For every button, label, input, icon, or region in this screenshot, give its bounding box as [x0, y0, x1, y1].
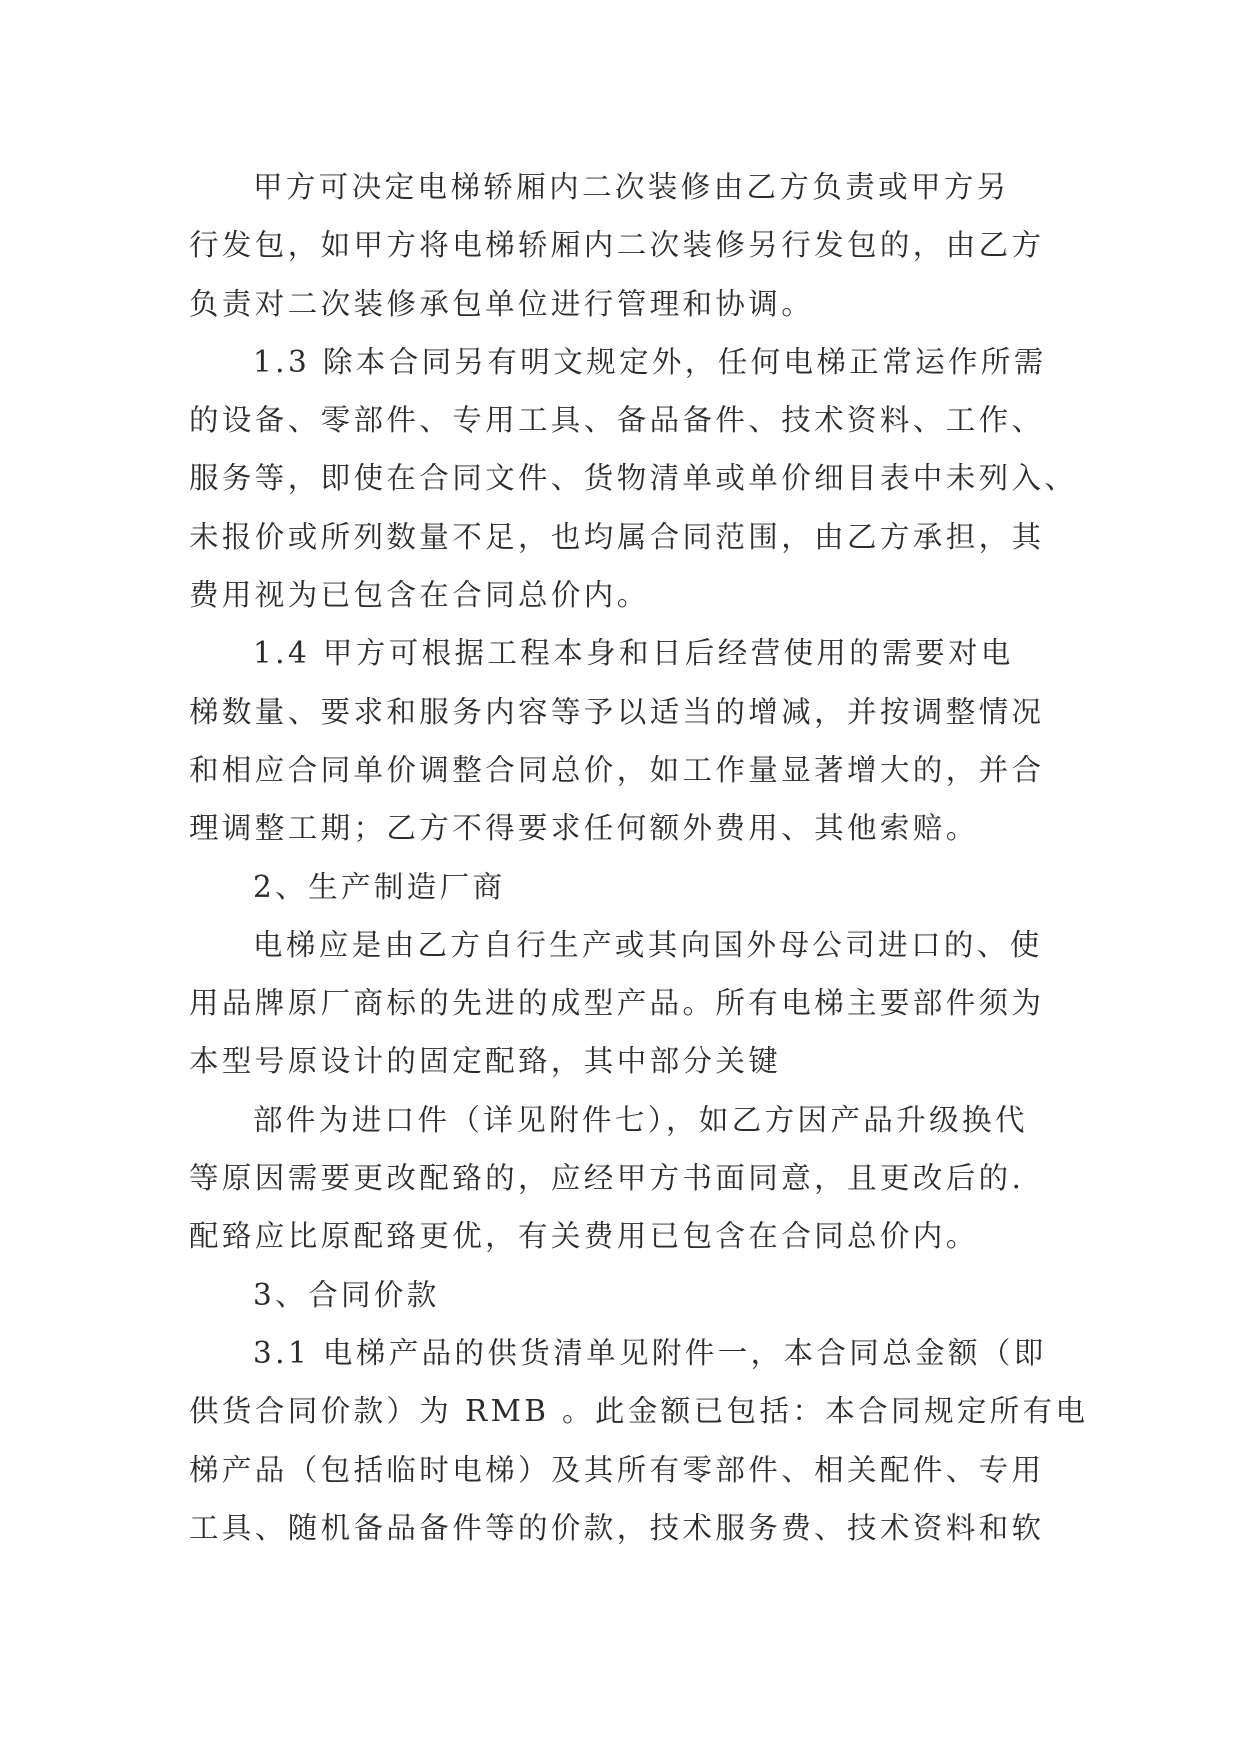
document-line: 2、生产制造厂商	[253, 869, 506, 904]
document-line: 工具、随机备品备件等的价款，技术服务费、技术资料和软	[189, 1510, 1045, 1545]
document-line: 等原因需要更改配臵的，应经甲方书面同意，且更改后的.	[189, 1161, 1025, 1196]
document-line: 梯数量、要求和服务内容等予以适当的增减，并按调整情况	[189, 694, 1045, 729]
document-line: 行发包，如甲方将电梯轿厢内二次装修另行发包的，由乙方	[189, 228, 1045, 263]
document-line: 梯产品（包括临时电梯）及其所有零部件、相关配件、专用	[189, 1452, 1045, 1487]
document-line: 用品牌原厂商标的先进的成型产品。所有电梯主要部件须为	[189, 986, 1045, 1021]
document-line: 3、合同价款	[253, 1277, 440, 1312]
document-line: 本型号原设计的固定配臵，其中部分关键	[189, 1044, 782, 1079]
document-line: 3.1 电梯产品的供货清单见附件一，本合同总金额（即	[253, 1335, 1047, 1370]
document-line: 配臵应比原配臵更优，有关费用已包含在合同总价内。	[189, 1219, 979, 1254]
document-body	[189, 158, 1089, 1557]
document-line: 服务等，即使在合同文件、货物清单或单价细目表中未列入、	[189, 461, 1078, 496]
document-line: 部件为进口件（详见附件七），如乙方因产品升级换代	[253, 1102, 1028, 1137]
document-line: 负责对二次装修承包单位进行管理和协调。	[189, 286, 815, 321]
document-line: 甲方可决定电梯轿厢内二次装修由乙方负责或甲方另	[253, 170, 1010, 204]
document-line: 电梯应是由乙方自行生产或其向国外母公司进口的、使	[253, 927, 1043, 962]
document-line: 和相应合同单价调整合同总价，如工作量显著增大的，并合	[189, 752, 1045, 787]
document-line: 理调整工期；乙方不得要求任何额外费用、其他索赔。	[189, 811, 979, 846]
document-line: 1.3 除本合同另有明文规定外，任何电梯正常运作所需	[253, 344, 1047, 379]
document-line: 的设备、零部件、专用工具、备品备件、技术资料、工作、	[189, 403, 1045, 438]
document-line: 费用视为已包含在合同总价内。	[189, 578, 650, 613]
document-line: 1.4 甲方可根据工程本身和日后经营使用的需要对电	[253, 636, 1014, 671]
document-line: 供货合同价款）为 RMB 。此金额已包括：本合同规定所有电	[189, 1394, 1089, 1429]
document-line: 未报价或所列数量不足，也均属合同范围，由乙方承担，其	[189, 519, 1045, 554]
